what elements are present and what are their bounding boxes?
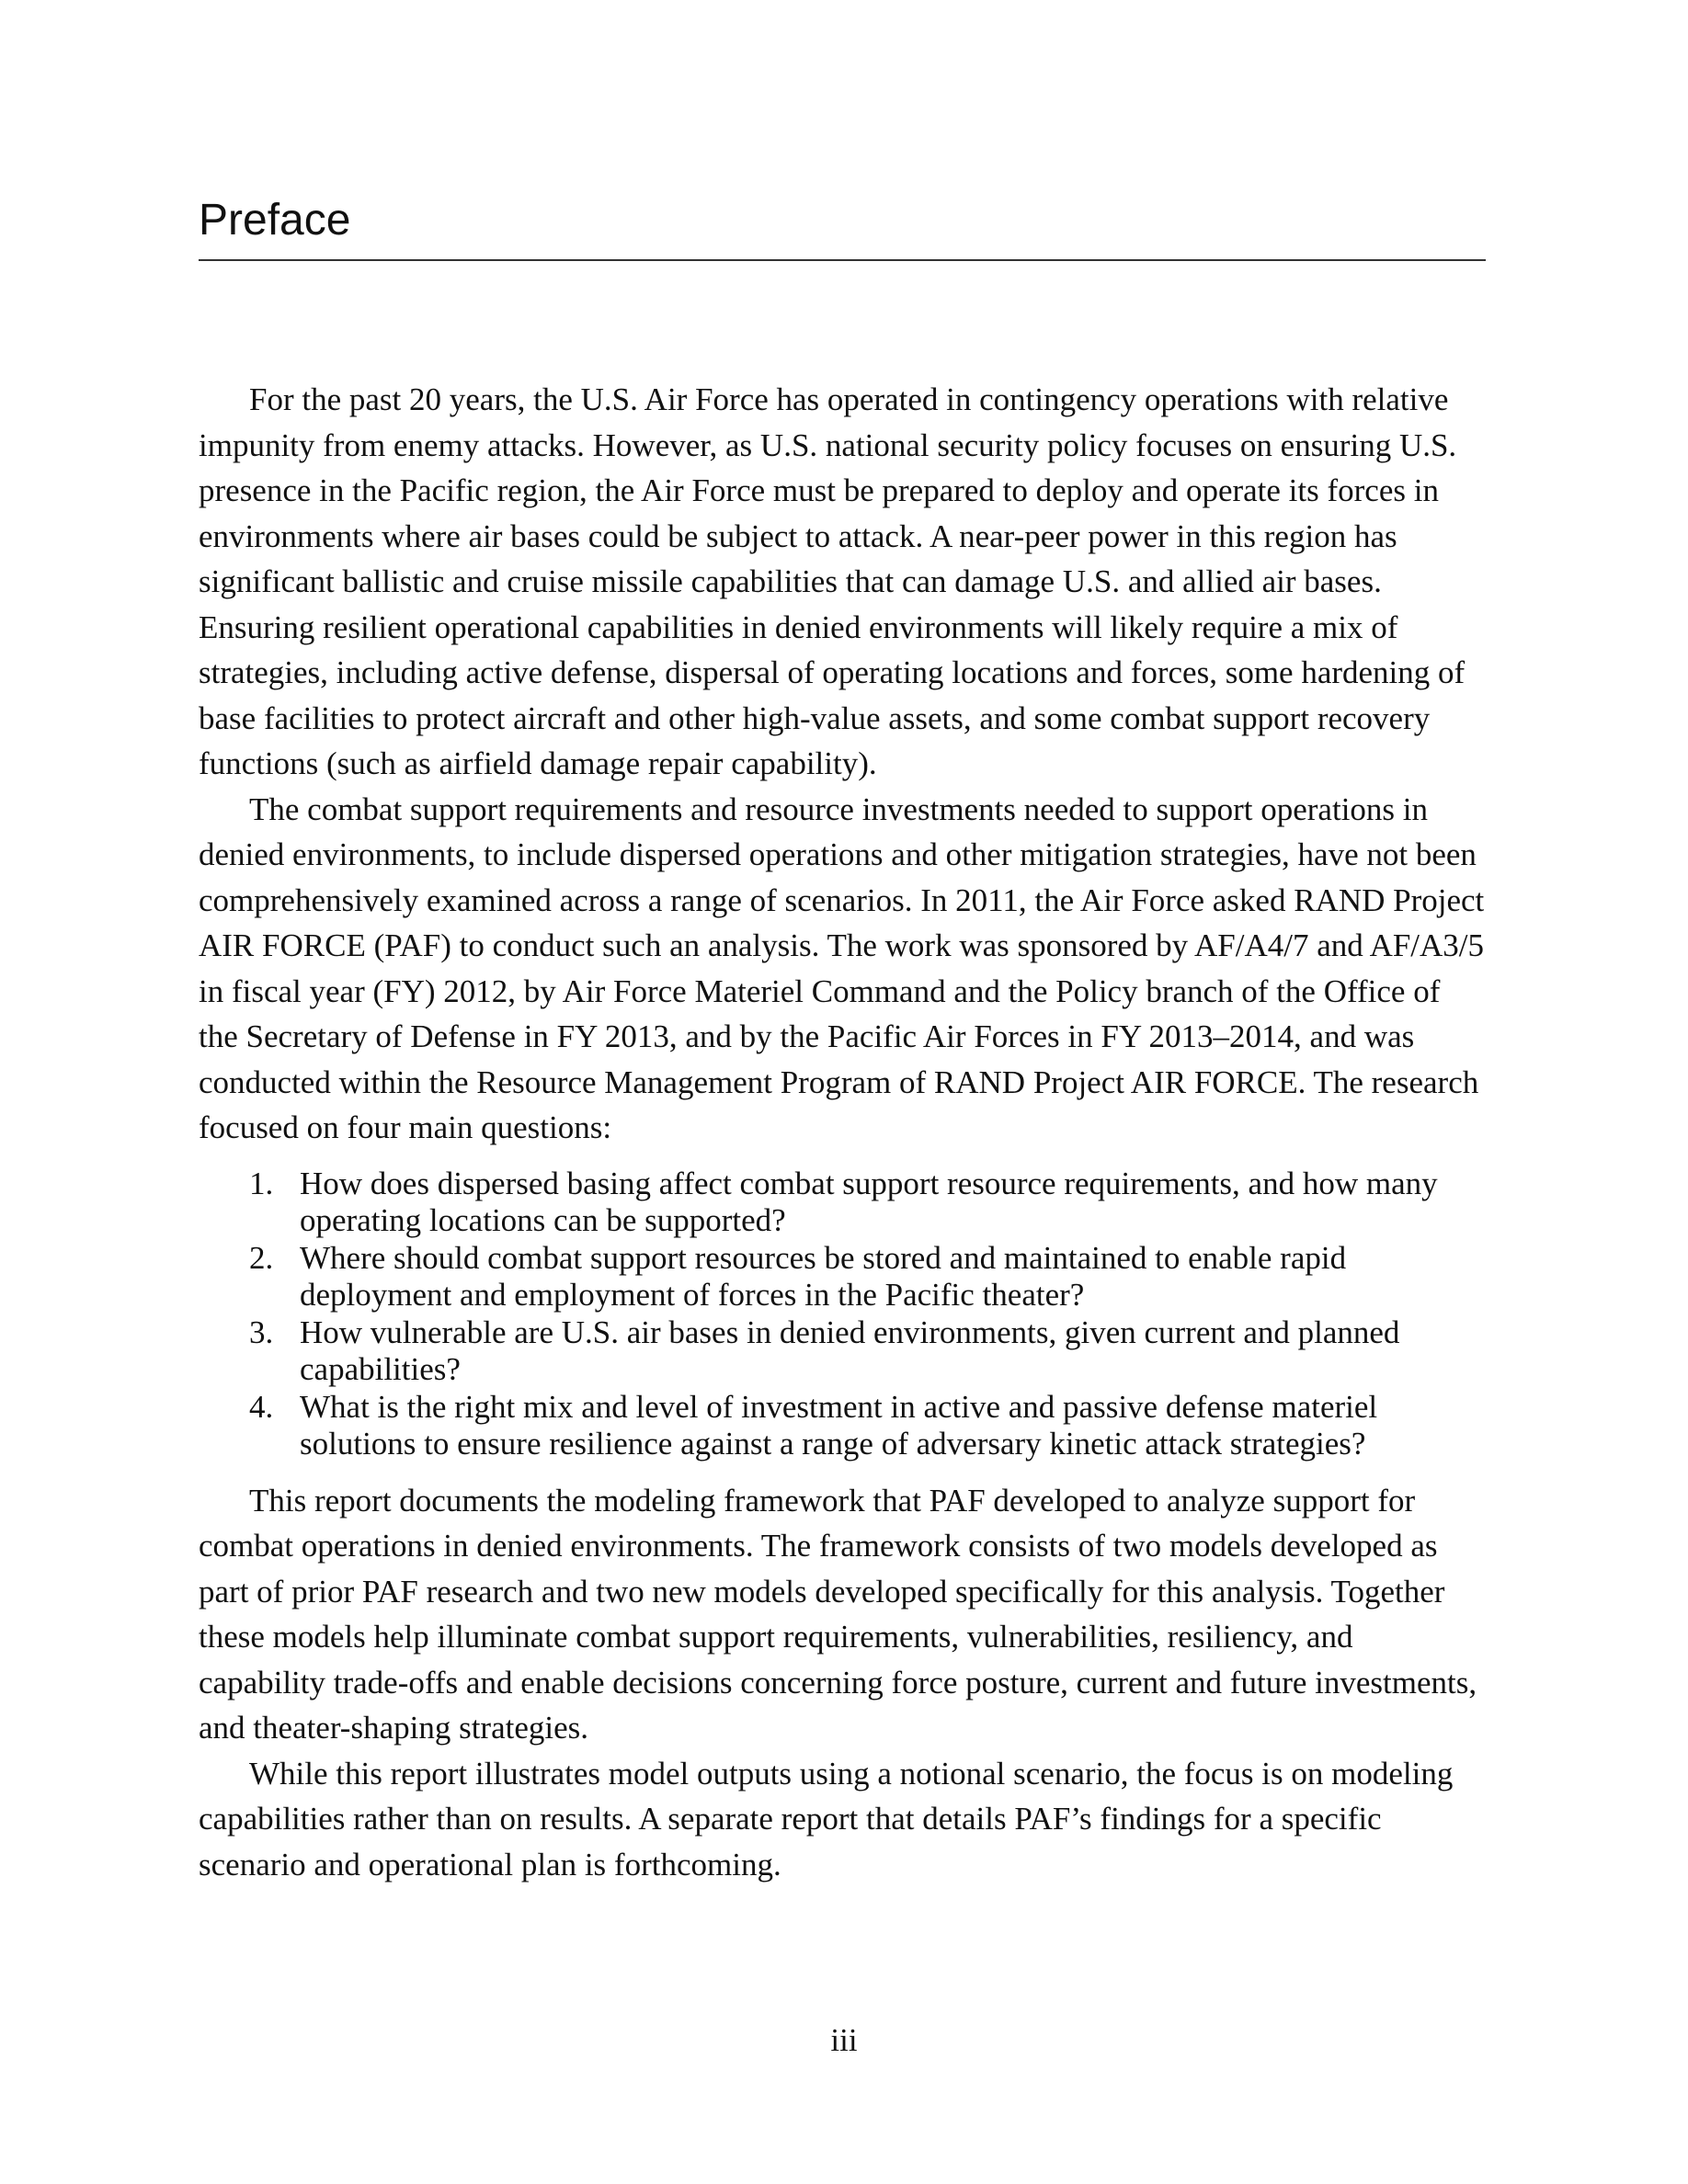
list-item-text: Where should combat support resources be stored and maintained to enable rapid deployment and employment of forces in the Pacific theater? xyxy=(300,1239,1347,1313)
paragraph-scenario: While this report illustrates model outputs using a notional scenario, the focus is on modeling capabilities rather than on results. A separate report that details PAF’s findings for a specific scenario and operational plan is forthcoming. xyxy=(199,1755,1454,1883)
list-item-text: What is the right mix and level of investment in active and passive defense materiel solutions to ensure resilience against a range of adversary kinetic attack strategies? xyxy=(300,1388,1378,1462)
list-item-text: How vulnerable are U.S. air bases in denied environments, given current and planned capabilities? xyxy=(300,1314,1400,1387)
list-item-number: 2. xyxy=(249,1239,274,1276)
list-item xyxy=(199,1240,1486,1314)
list-item-text: How does dispersed basing affect combat support resource requirements, and how many operating locations can be supported? xyxy=(300,1165,1438,1238)
research-questions-list xyxy=(199,1166,1486,1463)
list-item xyxy=(199,1166,1486,1240)
list-item-number: 4. xyxy=(249,1388,274,1425)
list-item xyxy=(199,1314,1486,1389)
page-number: iii xyxy=(830,2022,858,2058)
paragraph-framework: This report documents the modeling framework that PAF developed to analyze support for combat operations in denied environments. The framework consists of two models developed as part of prior PAF research and two new models developed specifically for this analysis. Together these models help illuminate combat support requirements, vulnerabilities, resiliency, and capability trade-offs and enable decisions concerning force posture, current and future investments, and theater-shaping strategies. xyxy=(199,1482,1477,1746)
list-item-number: 3. xyxy=(249,1314,274,1350)
preface-body xyxy=(199,377,1486,1887)
list-item xyxy=(199,1389,1486,1463)
title-underline xyxy=(199,259,1486,261)
paragraph-intro: For the past 20 years, the U.S. Air Force has operated in contingency operations with relative impunity from enemy attacks. However, as U.S. national security policy focuses on ensuring U.S. presence in the Pacific region, the Air Force must be prepared to deploy and operate its forces in environments where air bases could be subject to attack. A near-peer power in this region has significant ballistic and cruise missile capabilities that can damage U.S. and allied air bases. Ensuring resilient operational capabilities in denied environments will likely require a mix of strategies, including active defense, dispersal of operating locations and forces, some hardening of base facilities to protect aircraft and other high-value assets, and some combat support recovery functions (such as airfield damage repair capability). xyxy=(199,381,1466,781)
page-title: Preface xyxy=(199,196,351,245)
page-header xyxy=(199,193,1486,261)
paragraph-requirements: The combat support requirements and resource investments needed to support operations in denied environments, to include dispersed operations and other mitigation strategies, have not been comprehensively examined across a range of scenarios. In 2011, the Air Force asked RAND Project AIR FORCE (PAF) to conduct such an analysis. The work was sponsored by AF/A4/7 and AF/A3/5 in fiscal year (FY) 2012, by Air Force Materiel Command and the Policy branch of the Office of the Secretary of Defense in FY 2013, and by the Pacific Air Forces in FY 2013–2014, and was conducted within the Resource Management Program of RAND Project AIR FORCE. The research focused on four main questions: xyxy=(199,791,1485,1145)
list-item-number: 1. xyxy=(249,1165,274,1201)
